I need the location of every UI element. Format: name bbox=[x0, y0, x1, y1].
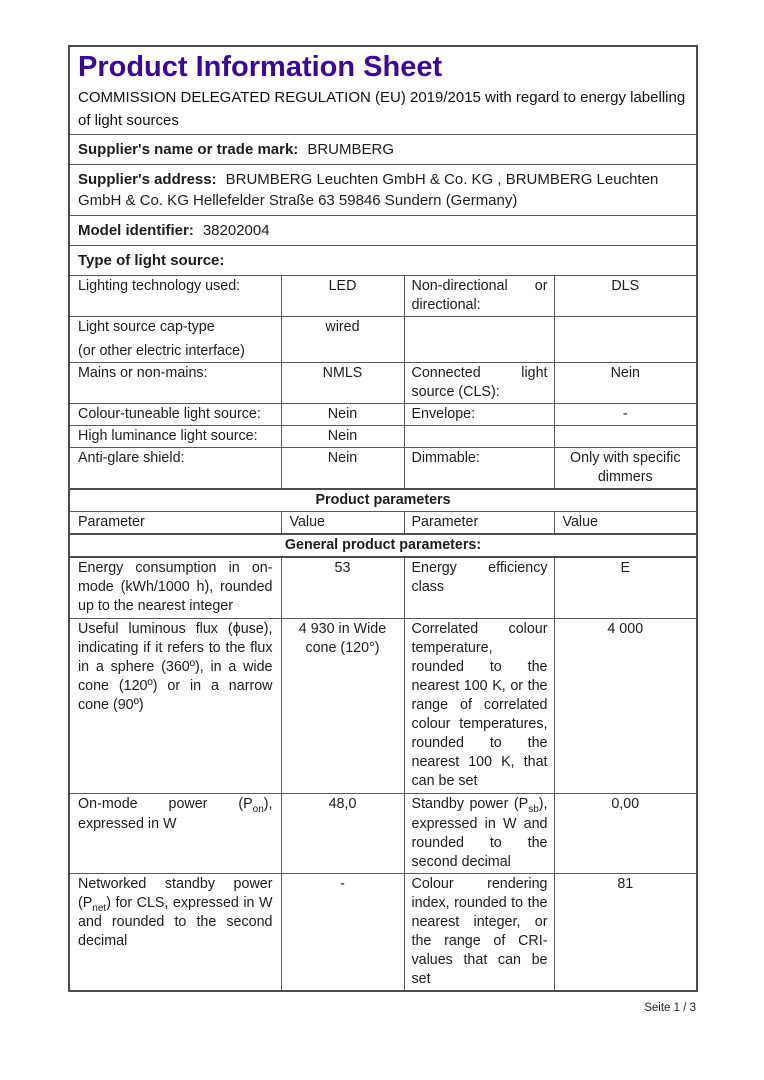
param-label: On-mode power $(P_{on})$, expressed in W bbox=[69, 793, 281, 873]
param-value: DLS bbox=[554, 276, 697, 317]
column-header: Value bbox=[554, 512, 697, 535]
title-row bbox=[69, 46, 697, 135]
param-value bbox=[554, 317, 697, 363]
param-label: Dimmable: bbox=[404, 448, 554, 490]
param-value: LED bbox=[281, 276, 404, 317]
supplier-name-label: Supplier's name or trade mark: bbox=[78, 141, 299, 158]
regulation-subtitle: COMMISSION DELEGATED REGULATION (EU) 2019/2015 with regard to energy labelling of light sources bbox=[78, 89, 686, 129]
section-header-general-parameters: General product parameters: bbox=[69, 534, 697, 557]
param-label: Lighting technology used: bbox=[69, 276, 281, 317]
model-identifier-row bbox=[69, 216, 697, 246]
param-label: Standby power $(P_{sb})$, expressed in W and rounded to the second decimal bbox=[404, 793, 554, 873]
param-value: E bbox=[554, 557, 697, 618]
param-value bbox=[554, 426, 697, 448]
param-label: Colour rendering index, rounded to the nearest integer, or the range of CRI-values that can be set bbox=[404, 873, 554, 991]
param-value: 48,0 bbox=[281, 793, 404, 873]
param-label: Networked standby power $(P_{net})$ for CLS, expressed in W and rounded to the second decimal bbox=[69, 873, 281, 991]
product-info-table bbox=[68, 45, 698, 992]
model-identifier-label: Model identifier: bbox=[78, 222, 194, 239]
table-row bbox=[69, 873, 697, 991]
param-label: Connected light source (CLS): bbox=[404, 363, 554, 404]
param-label: Colour-tuneable light source: bbox=[69, 404, 281, 426]
supplier-name-row bbox=[69, 135, 697, 165]
param-value: Only with specific dimmers bbox=[554, 448, 697, 490]
param-label: High luminance light source: bbox=[69, 426, 281, 448]
supplier-name-value: BRUMBERG bbox=[307, 141, 394, 158]
param-value: Nein bbox=[281, 426, 404, 448]
param-label: Energy consumption in on-mode (kWh/1000 h), rounded up to the nearest integer bbox=[69, 557, 281, 618]
param-label: Light source cap-type (or other electric interface) bbox=[69, 317, 281, 363]
table-row bbox=[69, 317, 697, 363]
param-value: - bbox=[281, 873, 404, 991]
param-value: 0,00 bbox=[554, 793, 697, 873]
page-number: Seite 1 / 3 bbox=[644, 1002, 696, 1014]
column-header: Parameter bbox=[404, 512, 554, 535]
param-label: Anti-glare shield: bbox=[69, 448, 281, 490]
param-label: Mains or non-mains: bbox=[69, 363, 281, 404]
param-value: wired bbox=[281, 317, 404, 363]
param-value: 81 bbox=[554, 873, 697, 991]
table-row bbox=[69, 793, 697, 873]
supplier-address-row bbox=[69, 165, 697, 216]
param-label: Correlated colour temperature, rounded to the nearest 100 K, or the range of correlated colour temperatures, rounded to the nearest 100 K, that can be set bbox=[404, 618, 554, 793]
table-row bbox=[69, 404, 697, 426]
table-row bbox=[69, 363, 697, 404]
param-label: Useful luminous flux (ϕuse), indicating if it refers to the flux in a sphere (360º), in a wide cone (120º) or in a narrow cone (90º) bbox=[69, 618, 281, 793]
model-identifier-value: 38202004 bbox=[202, 222, 270, 239]
param-label: Non-directional or directional: bbox=[404, 276, 554, 317]
type-of-light-source-label: Type of light source: bbox=[78, 252, 225, 269]
param-value: 53 bbox=[281, 557, 404, 618]
param-label: Envelope: bbox=[404, 404, 554, 426]
column-header-row bbox=[69, 512, 697, 535]
table-row bbox=[69, 448, 697, 490]
param-label bbox=[404, 317, 554, 363]
column-header: Parameter bbox=[69, 512, 281, 535]
param-value: Nein bbox=[281, 404, 404, 426]
param-value: Nein bbox=[554, 363, 697, 404]
table-row bbox=[69, 557, 697, 618]
param-label: Energy efficiency class bbox=[404, 557, 554, 618]
param-value: Nein bbox=[281, 448, 404, 490]
page-title: Product Information Sheet bbox=[78, 51, 443, 83]
column-header: Value bbox=[281, 512, 404, 535]
param-value: 4 930 in Wide cone (120°) bbox=[281, 618, 404, 793]
param-value: NMLS bbox=[281, 363, 404, 404]
param-value: 4 000 bbox=[554, 618, 697, 793]
table-row bbox=[69, 618, 697, 793]
param-label bbox=[404, 426, 554, 448]
type-of-light-source-row bbox=[69, 246, 697, 276]
table-row bbox=[69, 426, 697, 448]
section-header-product-parameters: Product parameters bbox=[69, 489, 697, 512]
supplier-address-value: BRUMBERG Leuchten GmbH & Co. KG , BRUMBERG Leuchten GmbH & Co. KG Hellefelder Straße 63 59846 Sundern (Germany) bbox=[78, 171, 659, 209]
table-row bbox=[69, 276, 697, 317]
param-value: - bbox=[554, 404, 697, 426]
supplier-address-label: Supplier's address: bbox=[78, 171, 217, 188]
